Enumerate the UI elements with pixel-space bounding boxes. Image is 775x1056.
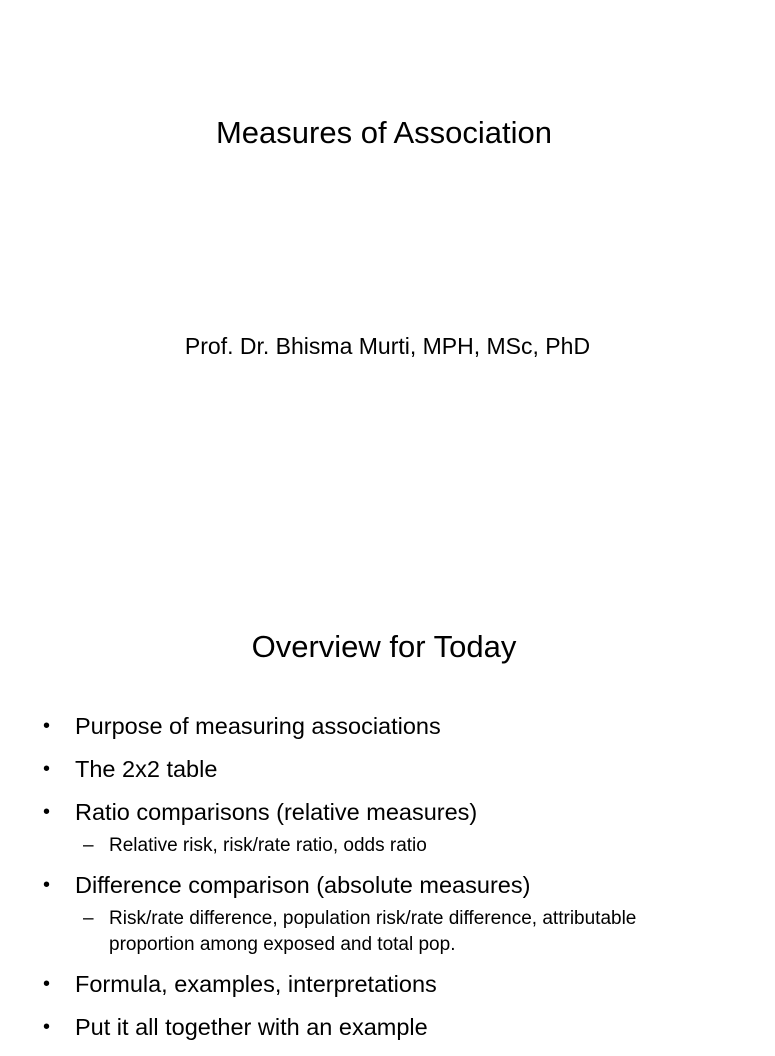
overview-slide bbox=[0, 576, 768, 1040]
dash-icon: – bbox=[83, 908, 94, 929]
list-item bbox=[0, 970, 768, 999]
list-item bbox=[0, 755, 768, 784]
bullet-text: Purpose of measuring associations bbox=[75, 713, 441, 739]
sub-bullet-text: Relative risk, risk/rate ratio, odds ratio bbox=[109, 835, 427, 856]
list-item bbox=[0, 712, 768, 741]
bullet-icon: • bbox=[43, 801, 51, 823]
bullet-purpose bbox=[0, 712, 768, 741]
bullet-icon: • bbox=[43, 1016, 51, 1038]
bullet-formula bbox=[0, 970, 768, 999]
author-line: Prof. Dr. Bhisma Murti, MPH, MSc, PhD bbox=[184, 333, 591, 359]
bullet-icon: • bbox=[43, 758, 51, 780]
bullet-icon: • bbox=[43, 874, 51, 896]
bullet-text: Difference comparison (absolute measures) bbox=[75, 872, 531, 898]
bullet-ratio-comparisons bbox=[0, 798, 768, 827]
bullet-icon: • bbox=[43, 973, 51, 995]
bullet-text: The 2x2 table bbox=[75, 756, 218, 782]
bullet-icon: • bbox=[43, 715, 51, 737]
bullet-difference-comparison bbox=[0, 871, 768, 900]
bullet-put-together bbox=[0, 1013, 768, 1042]
sub-bullet-ratio bbox=[0, 833, 768, 859]
list-item bbox=[0, 871, 768, 958]
sub-bullet-difference bbox=[0, 906, 768, 958]
list-item bbox=[0, 1013, 768, 1042]
dash-icon: – bbox=[83, 835, 94, 856]
presentation-title: Measures of Association bbox=[215, 115, 552, 150]
bullet-text: Formula, examples, interpretations bbox=[75, 971, 437, 997]
sub-bullet-text: Risk/rate difference, population risk/rate difference, attributable proportion among exposed and total pop. bbox=[109, 908, 637, 955]
bullet-list bbox=[0, 712, 768, 1056]
bullet-text: Put it all together with an example bbox=[75, 1014, 428, 1040]
list-item bbox=[0, 798, 768, 859]
bullet-2x2-table bbox=[0, 755, 768, 784]
bullet-text: Ratio comparisons (relative measures) bbox=[75, 799, 478, 825]
slide-title: Overview for Today bbox=[251, 629, 517, 664]
